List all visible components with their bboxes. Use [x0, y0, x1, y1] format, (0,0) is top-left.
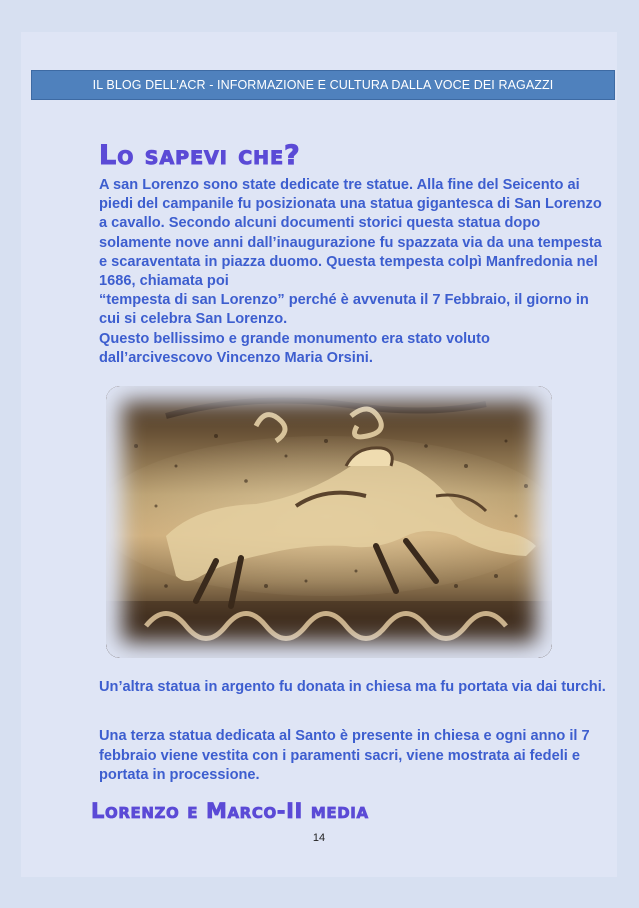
article-author: Lorenzo e Marco-II media — [91, 799, 369, 823]
text-line: cui si celebra San Lorenzo. — [99, 311, 288, 328]
article-paragraph-1 — [99, 176, 619, 368]
blog-header-text: IL BLOG DELL’ACR - INFORMAZIONE E CULTURA DALLA VOCE DEI RAGAZZI — [92, 78, 554, 92]
blog-header-bar — [31, 70, 615, 100]
text-line: a cavallo. Secondo alcuni documenti storici questa statua dopo — [99, 215, 541, 232]
article-paragraph-3 — [99, 727, 619, 786]
page-number: 14 — [312, 832, 326, 844]
text-line: 1686, chiamata poi — [99, 273, 229, 290]
text-line: “tempesta di san Lorenzo” perché è avvenuta il 7 Febbraio, il giorno in — [99, 292, 589, 309]
photo-soft-edge — [106, 386, 552, 658]
document-page — [21, 32, 617, 877]
article-paragraph-2: Un’altra statua in argento fu donata in chiesa ma fu portata via dai turchi. — [99, 679, 606, 695]
text-line: e scaraventata in piazza duomo. Questa tempesta colpì Manfredonia nel — [99, 253, 598, 270]
stone-relief-photo — [106, 386, 552, 658]
article-title: Lo sapevi che? — [99, 140, 301, 171]
text-line: piedi del campanile fu posizionata una statua gigantesca di San Lorenzo — [99, 196, 602, 213]
text-line: A san Lorenzo sono state dedicate tre statue. Alla fine del Seicento ai — [99, 177, 580, 193]
text-line: Questo bellissimo e grande monumento era stato voluto — [99, 330, 490, 347]
text-line: dall’arcivescovo Vincenzo Maria Orsini. — [99, 349, 373, 366]
text-line: solamente nove anni dall’inaugurazione fu spazzata via da una tempesta — [99, 234, 602, 251]
text-line: Una terza statua dedicata al Santo è presente in chiesa e ogni anno il 7 — [99, 728, 590, 744]
text-line: portata in processione. — [99, 767, 260, 783]
text-line: febbraio viene vestita con i paramenti sacri, viene mostrata ai fedeli e — [99, 747, 580, 764]
